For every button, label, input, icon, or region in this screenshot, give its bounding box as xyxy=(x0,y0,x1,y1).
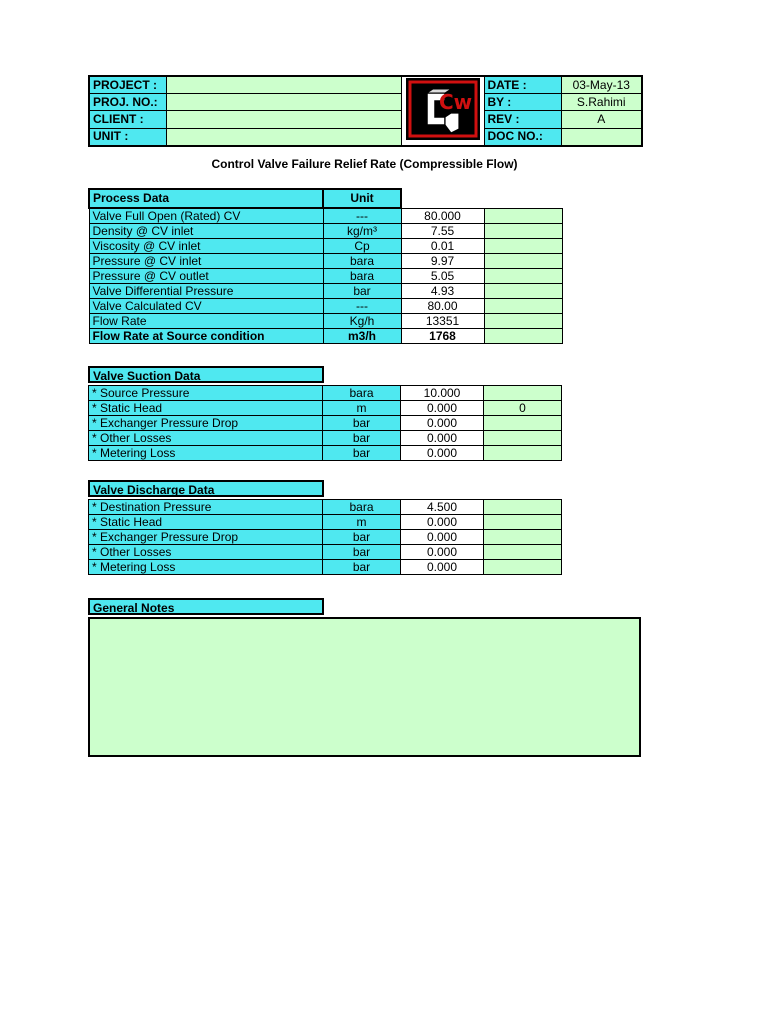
suction-row xyxy=(89,401,562,416)
suction-unit: bar xyxy=(323,416,401,431)
suction-unit: bar xyxy=(323,446,401,461)
process-unit: m3/h xyxy=(323,329,401,344)
doc-no-field[interactable] xyxy=(561,128,642,146)
process-input[interactable] xyxy=(484,299,562,314)
client-label: CLIENT : xyxy=(89,111,166,128)
proj-no-label: PROJ. NO.: xyxy=(89,94,166,111)
discharge-row xyxy=(89,515,562,530)
process-row xyxy=(89,239,562,254)
date-field[interactable]: 03-May-13 xyxy=(561,76,642,94)
discharge-row xyxy=(89,530,562,545)
discharge-param-label: * Exchanger Pressure Drop xyxy=(89,530,323,545)
process-input[interactable] xyxy=(484,224,562,239)
process-input[interactable] xyxy=(484,284,562,299)
discharge-value: 0.000 xyxy=(401,530,484,545)
logo-icon xyxy=(405,77,481,141)
general-notes-field[interactable] xyxy=(88,617,641,757)
process-param-label: Valve Calculated CV xyxy=(89,299,323,314)
suction-value: 10.000 xyxy=(401,386,484,401)
discharge-value: 0.000 xyxy=(401,545,484,560)
process-value: 0.01 xyxy=(401,239,484,254)
suction-value: 0.000 xyxy=(401,416,484,431)
suction-param-label: * Other Losses xyxy=(89,431,323,446)
discharge-param-label: * Metering Loss xyxy=(89,560,323,575)
rev-field[interactable]: A xyxy=(561,111,642,128)
by-field[interactable]: S.Rahimi xyxy=(561,94,642,111)
discharge-row xyxy=(89,500,562,515)
rev-label: REV : xyxy=(484,111,561,128)
suction-input[interactable]: 0 xyxy=(484,401,562,416)
suction-param-label: * Static Head xyxy=(89,401,323,416)
suction-unit: m xyxy=(323,401,401,416)
suction-value: 0.000 xyxy=(401,401,484,416)
process-value: 5.05 xyxy=(401,269,484,284)
suction-row xyxy=(89,446,562,461)
suction-param-label: * Exchanger Pressure Drop xyxy=(89,416,323,431)
process-value: 80.000 xyxy=(401,208,484,224)
process-data-table xyxy=(88,188,563,344)
process-input[interactable] xyxy=(484,254,562,269)
company-logo xyxy=(401,76,484,146)
suction-param-label: * Metering Loss xyxy=(89,446,323,461)
suction-value: 0.000 xyxy=(401,446,484,461)
process-input[interactable] xyxy=(484,208,562,224)
suction-row xyxy=(89,431,562,446)
suction-data-table xyxy=(88,385,562,461)
process-input[interactable] xyxy=(484,314,562,329)
process-input[interactable] xyxy=(484,269,562,284)
discharge-param-label: * Static Head xyxy=(89,515,323,530)
suction-heading: Valve Suction Data xyxy=(88,366,324,383)
discharge-input[interactable] xyxy=(484,530,562,545)
discharge-param-label: * Destination Pressure xyxy=(89,500,323,515)
discharge-value: 0.000 xyxy=(401,515,484,530)
process-unit: Kg/h xyxy=(323,314,401,329)
header-table xyxy=(88,75,643,147)
unit-heading: Unit xyxy=(323,189,401,208)
general-notes-heading: General Notes xyxy=(88,598,324,615)
process-param-label: Pressure @ CV inlet xyxy=(89,254,323,269)
discharge-unit: bara xyxy=(323,500,401,515)
discharge-unit: bar xyxy=(323,545,401,560)
process-value: 1768 xyxy=(401,329,484,344)
process-param-label: Flow Rate at Source condition xyxy=(89,329,323,344)
process-row xyxy=(89,299,562,314)
doc-no-label: DOC NO.: xyxy=(484,128,561,146)
suction-unit: bar xyxy=(323,431,401,446)
process-input[interactable] xyxy=(484,329,562,344)
discharge-input[interactable] xyxy=(484,560,562,575)
process-param-label: Valve Differential Pressure xyxy=(89,284,323,299)
process-input[interactable] xyxy=(484,239,562,254)
discharge-unit: bar xyxy=(323,560,401,575)
process-row xyxy=(89,208,562,224)
date-label: DATE : xyxy=(484,76,561,94)
process-param-label: Flow Rate xyxy=(89,314,323,329)
discharge-value: 4.500 xyxy=(401,500,484,515)
discharge-unit: m xyxy=(323,515,401,530)
process-row xyxy=(89,284,562,299)
discharge-unit: bar xyxy=(323,530,401,545)
discharge-param-label: * Other Losses xyxy=(89,545,323,560)
process-unit: --- xyxy=(323,299,401,314)
suction-value: 0.000 xyxy=(401,431,484,446)
process-row xyxy=(89,269,562,284)
process-unit: bar xyxy=(323,284,401,299)
svg-text:Cw: Cw xyxy=(438,90,472,114)
suction-param-label: * Source Pressure xyxy=(89,386,323,401)
suction-input[interactable] xyxy=(484,431,562,446)
suction-unit: bara xyxy=(323,386,401,401)
discharge-input[interactable] xyxy=(484,515,562,530)
discharge-input[interactable] xyxy=(484,545,562,560)
process-param-label: Viscosity @ CV inlet xyxy=(89,239,323,254)
discharge-row xyxy=(89,560,562,575)
discharge-input[interactable] xyxy=(484,500,562,515)
suction-row xyxy=(89,416,562,431)
process-unit: bara xyxy=(323,269,401,284)
unit-label: UNIT : xyxy=(89,128,166,146)
process-param-label: Valve Full Open (Rated) CV xyxy=(89,208,323,224)
process-value: 4.93 xyxy=(401,284,484,299)
proj-no-field[interactable] xyxy=(166,94,401,111)
process-row xyxy=(89,329,562,344)
discharge-data-table xyxy=(88,499,562,575)
process-row xyxy=(89,224,562,239)
by-label: BY : xyxy=(484,94,561,111)
suction-input[interactable] xyxy=(484,446,562,461)
process-unit: kg/m³ xyxy=(323,224,401,239)
process-data-heading: Process Data xyxy=(89,189,323,208)
process-unit: --- xyxy=(323,208,401,224)
suction-row xyxy=(89,386,562,401)
process-value: 9.97 xyxy=(401,254,484,269)
process-param-label: Pressure @ CV outlet xyxy=(89,269,323,284)
suction-input[interactable] xyxy=(484,386,562,401)
project-label: PROJECT : xyxy=(89,76,166,94)
discharge-value: 0.000 xyxy=(401,560,484,575)
process-value: 7.55 xyxy=(401,224,484,239)
process-unit: bara xyxy=(323,254,401,269)
page-title: Control Valve Failure Relief Rate (Compressible Flow) xyxy=(211,157,518,171)
process-value: 13351 xyxy=(401,314,484,329)
unit-field[interactable] xyxy=(166,128,401,146)
discharge-row xyxy=(89,545,562,560)
discharge-heading: Valve Discharge Data xyxy=(88,480,324,497)
process-param-label: Density @ CV inlet xyxy=(89,224,323,239)
process-unit: Cp xyxy=(323,239,401,254)
suction-input[interactable] xyxy=(484,416,562,431)
project-field[interactable] xyxy=(166,76,401,94)
process-value: 80.00 xyxy=(401,299,484,314)
process-row xyxy=(89,254,562,269)
process-row xyxy=(89,314,562,329)
client-field[interactable] xyxy=(166,111,401,128)
